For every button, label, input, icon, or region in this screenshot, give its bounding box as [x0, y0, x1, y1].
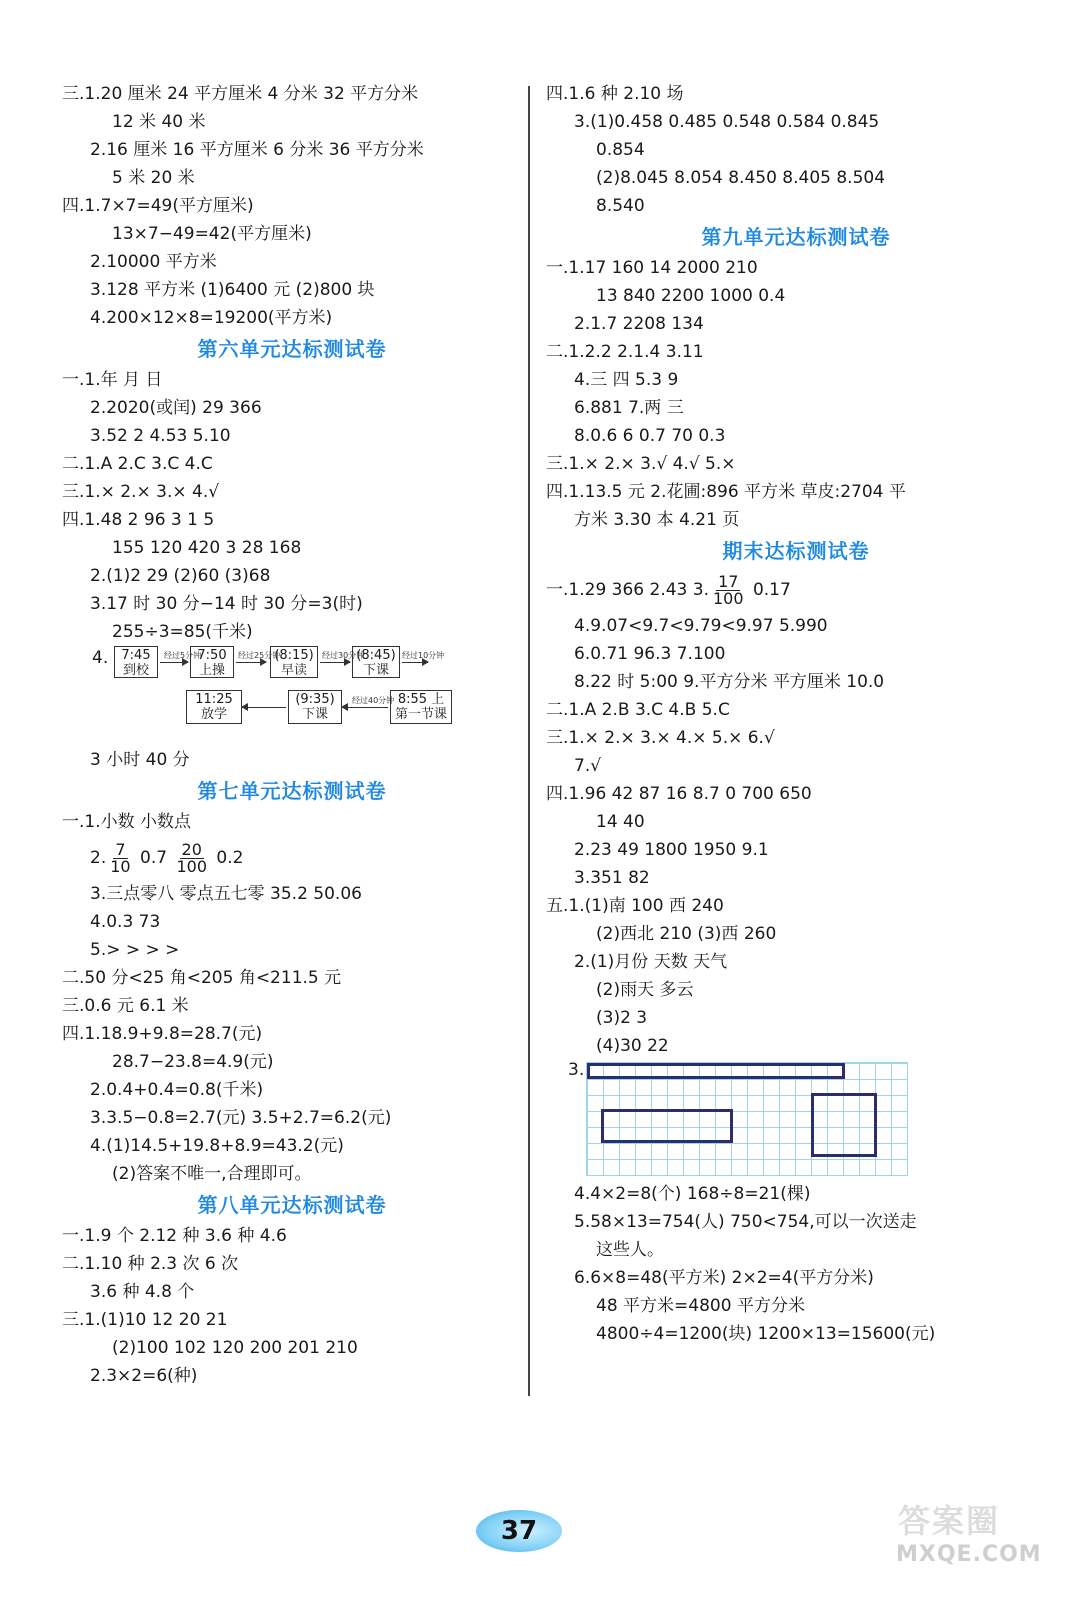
answer-line: 14 40	[596, 812, 645, 832]
answer-line: 4.4×2=8(个) 168÷8=21(棵)	[574, 1184, 811, 1204]
answer-text: 0.2	[216, 848, 244, 868]
answer-line: 四.1.6 种 2.10 场	[546, 84, 684, 104]
answer-line: 2.2020(或闰) 29 366	[90, 398, 262, 418]
answer-line: 2.(1)2 29 (2)60 (3)68	[90, 566, 271, 586]
answer-line: 一.1.9 个 2.12 种 3.6 种 4.6	[62, 1226, 287, 1246]
column-divider	[528, 86, 530, 1396]
answer-line: 4.9.07<9.7<9.79<9.97 5.990	[574, 616, 828, 636]
flow-box: 7:50 上操	[190, 646, 234, 678]
answer-line: 三.1.20 厘米 24 平方厘米 4 分米 32 平方分米	[62, 84, 419, 104]
answer-line: 五.1.(1)南 100 西 240	[546, 896, 724, 916]
answer-line: 255÷3=85(千米)	[112, 622, 253, 642]
fraction-numerator: 20	[181, 839, 202, 859]
answer-line: 四.1.96 42 87 16 8.7 0 700 650	[546, 784, 812, 804]
flow-duration: 经过40分钟	[352, 696, 395, 705]
watermark-logo: 答案圈	[898, 1502, 1001, 1540]
flow-box: (9:35) 下课	[288, 690, 342, 724]
answer-line: 4.三 四 5.3 9	[574, 370, 679, 390]
answer-line: 6.6×8=48(平方米) 2×2=4(平方分米)	[574, 1268, 874, 1288]
left-column	[62, 80, 522, 1390]
fraction-numerator: 7	[115, 839, 126, 859]
section-heading-unit6: 第六单元达标测试卷	[197, 337, 387, 361]
answer-line: 2.1.7 2208 134	[574, 314, 704, 334]
answer-line-fraction	[546, 568, 1046, 612]
answer-line: 48 平方米=4800 平方分米	[596, 1296, 805, 1316]
answer-line: 4.200×12×8=19200(平方米)	[90, 308, 333, 328]
answer-line: 二.1.A 2.C 3.C 4.C	[62, 454, 213, 474]
page-number: 37	[476, 1510, 562, 1552]
answer-line: 5.> > > >	[90, 940, 180, 960]
long-rectangle	[587, 1063, 845, 1079]
answer-line: 4.0.3 73	[90, 912, 161, 932]
answer-line: 四.1.13.5 元 2.花圃:896 平方米 草皮:2704 平	[546, 482, 906, 502]
section-heading-unit8: 第八单元达标测试卷	[197, 1193, 387, 1217]
flowchart-label: 4.	[92, 648, 109, 668]
answer-line: 28.7−23.8=4.9(元)	[112, 1052, 274, 1072]
answer-line: 4800÷4=1200(块) 1200×13=15600(元)	[596, 1324, 936, 1344]
answer-line: 12 米 40 米	[112, 112, 206, 132]
flow-arrow	[160, 662, 188, 663]
answer-line: 7.√	[574, 756, 602, 776]
answer-line: 三.1.× 2.× 3.√ 4.√ 5.×	[546, 454, 736, 474]
flow-duration: 经过10分钟	[402, 651, 445, 660]
flow-arrow	[242, 707, 286, 708]
answer-line: 3.(1)0.458 0.485 0.548 0.584 0.845	[574, 112, 880, 132]
fraction-numerator: 17	[718, 571, 739, 591]
answer-line: 8.540	[596, 196, 645, 216]
answer-line: 二.1.2.2 2.1.4 3.11	[546, 342, 704, 362]
answer-line: 3.351 82	[574, 868, 650, 888]
flow-box: 8:55 上第一节课	[390, 690, 452, 724]
fraction	[110, 839, 131, 876]
figure-label: 3.	[568, 1060, 585, 1080]
answer-line: 2.23 49 1800 1950 9.1	[574, 840, 769, 860]
answer-line: 13 840 2200 1000 0.4	[596, 286, 786, 306]
answer-line: 一.1.小数 小数点	[62, 812, 192, 832]
flow-arrow	[236, 662, 266, 663]
answer-text: 2.	[90, 848, 107, 868]
flow-arrow	[320, 662, 350, 663]
answer-line: 5.58×13=754(人) 750<754,可以一次送走	[574, 1212, 917, 1232]
answer-line: (2)100 102 120 200 201 210	[112, 1338, 358, 1358]
answer-line: 3.6 种 4.8 个	[90, 1282, 195, 1302]
answer-line: (2)答案不唯一,合理即可。	[112, 1164, 312, 1184]
answer-line: 2.16 厘米 16 平方厘米 6 分米 36 平方分米	[90, 140, 424, 160]
answer-line: (2)西北 210 (3)西 260	[596, 924, 777, 944]
answer-line: 6.881 7.两 三	[574, 398, 684, 418]
flow-arrow	[342, 707, 388, 708]
answer-line: 8.22 时 5:00 9.平方分米 平方厘米 10.0	[574, 672, 885, 692]
answer-line: 6.0.71 96.3 7.100	[574, 644, 726, 664]
answer-line: 3.17 时 30 分−14 时 30 分=3(时)	[90, 594, 363, 614]
rectangle	[601, 1109, 733, 1143]
fraction-denominator: 10	[110, 856, 131, 876]
answer-line: 3.三点零八 零点五七零 35.2 50.06	[90, 884, 362, 904]
answer-line: 这些人。	[596, 1240, 664, 1260]
flow-arrow	[402, 662, 428, 663]
fraction-denominator: 100	[176, 856, 207, 876]
right-column	[546, 80, 1046, 1348]
watermark-url: MXQE.COM	[896, 1542, 1042, 1567]
answer-line-fractions	[62, 836, 522, 880]
answer-line: 8.0.6 6 0.7 70 0.3	[574, 426, 726, 446]
answer-line: 3 小时 40 分	[90, 750, 190, 770]
answer-line: 4.(1)14.5+19.8+8.9=43.2(元)	[90, 1136, 344, 1156]
answer-line: 2.10000 平方米	[90, 252, 217, 272]
section-heading-unit7: 第七单元达标测试卷	[197, 779, 387, 803]
answer-line: 一.1.17 160 14 2000 210	[546, 258, 758, 278]
schedule-flowchart	[84, 646, 522, 746]
flow-duration: 经过25分钟	[238, 651, 281, 660]
answer-line: 二.1.A 2.B 3.C 4.B 5.C	[546, 700, 730, 720]
answer-line: (2)雨天 多云	[596, 980, 694, 1000]
answer-line: (4)30 22	[596, 1036, 669, 1056]
answer-line: 3.3.5−0.8=2.7(元) 3.5+2.7=6.2(元)	[90, 1108, 392, 1128]
fraction-denominator: 100	[713, 588, 744, 608]
answer-line: 3.52 2 4.53 5.10	[90, 426, 231, 446]
flow-box: (8:45) 下课	[352, 646, 400, 678]
flow-box: 11:25 放学	[186, 690, 242, 724]
flow-box: (8:15) 早读	[270, 646, 318, 678]
answer-line: 三.0.6 元 6.1 米	[62, 996, 189, 1016]
answer-line: 三.1.× 2.× 3.× 4.√	[62, 482, 220, 502]
answer-line: 2.3×2=6(种)	[90, 1366, 198, 1386]
answer-line: 13×7−49=42(平方厘米)	[112, 224, 312, 244]
answer-line: 三.1.(1)10 12 20 21	[62, 1310, 228, 1330]
square	[811, 1093, 877, 1157]
answer-line: 三.1.× 2.× 3.× 4.× 5.× 6.√	[546, 728, 775, 748]
answer-text: 0.7	[140, 848, 168, 868]
answer-line: 方米 3.30 本 4.21 页	[574, 510, 740, 530]
answer-line: (3)2 3	[596, 1008, 648, 1028]
answer-line: 四.1.7×7=49(平方厘米)	[62, 196, 254, 216]
answer-line: 2.(1)月份 天数 天气	[574, 952, 728, 972]
answer-line: 一.1.年 月 日	[62, 370, 163, 390]
section-heading-final: 期末达标测试卷	[722, 539, 870, 563]
fraction	[713, 571, 744, 608]
section-heading-unit9: 第九单元达标测试卷	[701, 225, 891, 249]
answer-line: 0.854	[596, 140, 645, 160]
answer-line: 155 120 420 3 28 168	[112, 538, 302, 558]
answer-line: 二.1.10 种 2.3 次 6 次	[62, 1254, 239, 1274]
answer-line: 四.1.18.9+9.8=28.7(元)	[62, 1024, 263, 1044]
flow-duration: 经过30分钟	[322, 651, 365, 660]
flow-box: 7:45 到校	[114, 646, 158, 678]
answer-line: 3.128 平方米 (1)6400 元 (2)800 块	[90, 280, 375, 300]
answer-text: 0.17	[752, 580, 791, 600]
grid-paper	[586, 1062, 908, 1176]
answer-line: 2.0.4+0.4=0.8(千米)	[90, 1080, 264, 1100]
answer-text: 一.1.29 366 2.43 3.	[546, 580, 709, 600]
answer-line: 5 米 20 米	[112, 168, 195, 188]
answer-line: (2)8.045 8.054 8.450 8.405 8.504	[596, 168, 886, 188]
grid-figure	[546, 1060, 1046, 1180]
answer-line: 二.50 分<25 角<205 角<211.5 元	[62, 968, 342, 988]
answer-line: 四.1.48 2 96 3 1 5	[62, 510, 215, 530]
fraction	[176, 839, 207, 876]
flow-duration: 经过5分钟	[164, 651, 202, 660]
